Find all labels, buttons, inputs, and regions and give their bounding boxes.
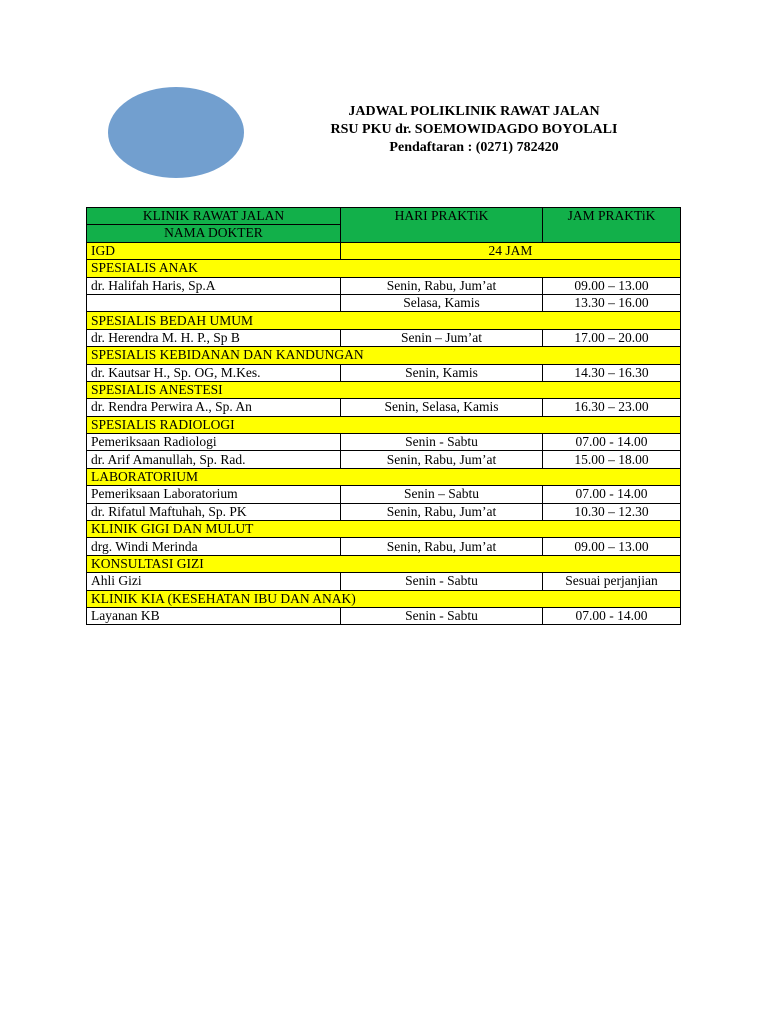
practice-hours: 07.00 - 14.00 <box>543 434 681 451</box>
category-row <box>87 347 681 364</box>
category-label: KONSULTASI GIZI <box>87 555 681 572</box>
category-row <box>87 468 681 485</box>
doctor-name: dr. Rendra Perwira A., Sp. An <box>87 399 341 416</box>
practice-days: Senin, Kamis <box>341 364 543 381</box>
column-header-hours: JAM PRAKTiK <box>543 208 681 243</box>
practice-days: Senin - Sabtu <box>341 607 543 624</box>
doctor-name: dr. Kautsar H., Sp. OG, M.Kes. <box>87 364 341 381</box>
category-label: SPESIALIS KEBIDANAN DAN KANDUNGAN <box>87 347 681 364</box>
category-label: SPESIALIS RADIOLOGI <box>87 416 681 433</box>
practice-days: Selasa, Kamis <box>341 294 543 311</box>
schedule-body <box>87 242 681 625</box>
column-header-doctor: NAMA DOKTER <box>87 225 341 242</box>
practice-hours: 15.00 – 18.00 <box>543 451 681 468</box>
table-row <box>87 607 681 624</box>
practice-hours: 13.30 – 16.00 <box>543 294 681 311</box>
category-label: SPESIALIS BEDAH UMUM <box>87 312 681 329</box>
table-row <box>87 294 681 311</box>
practice-days: Senin – Jum’at <box>341 329 543 346</box>
category-label: KLINIK KIA (KESEHATAN IBU DAN ANAK) <box>87 590 681 607</box>
practice-hours: 07.00 - 14.00 <box>543 486 681 503</box>
practice-hours: 07.00 - 14.00 <box>543 607 681 624</box>
category-label: SPESIALIS ANAK <box>87 260 681 277</box>
table-row <box>87 486 681 503</box>
hospital-name: RSU PKU dr. SOEMOWIDAGDO BOYOLALI <box>330 122 618 137</box>
category-row <box>87 590 681 607</box>
schedule-table <box>86 207 681 625</box>
document-header <box>296 103 652 157</box>
practice-hours: 09.00 – 13.00 <box>543 277 681 294</box>
doctor-name: dr. Arif Amanullah, Sp. Rad. <box>87 451 341 468</box>
practice-hours: 09.00 – 13.00 <box>543 538 681 555</box>
category-label: SPESIALIS ANESTESI <box>87 381 681 398</box>
table-row <box>87 329 681 346</box>
table-row <box>87 277 681 294</box>
category-row <box>87 381 681 398</box>
table-row <box>87 573 681 590</box>
category-row <box>87 312 681 329</box>
practice-days: Senin – Sabtu <box>341 486 543 503</box>
category-label: LABORATORIUM <box>87 468 681 485</box>
category-row <box>87 521 681 538</box>
registration-phone: Pendaftaran : (0271) 782420 <box>389 140 559 155</box>
category-row <box>87 260 681 277</box>
doctor-name: Pemeriksaan Radiologi <box>87 434 341 451</box>
practice-days: Senin, Rabu, Jum’at <box>341 451 543 468</box>
practice-days: Senin - Sabtu <box>341 573 543 590</box>
table-row <box>87 434 681 451</box>
igd-label: IGD <box>87 242 341 259</box>
igd-row <box>87 242 681 259</box>
category-row <box>87 416 681 433</box>
doctor-name: dr. Rifatul Maftuhah, Sp. PK <box>87 503 341 520</box>
practice-days: Senin, Selasa, Kamis <box>341 399 543 416</box>
doctor-name: Layanan KB <box>87 607 341 624</box>
table-row <box>87 451 681 468</box>
column-header-days: HARI PRAKTiK <box>341 208 543 243</box>
doctor-name: Ahli Gizi <box>87 573 341 590</box>
column-header-clinic: KLINIK RAWAT JALAN <box>87 208 341 225</box>
doctor-name: dr. Halifah Haris, Sp.A <box>87 277 341 294</box>
practice-hours: 16.30 – 23.00 <box>543 399 681 416</box>
schedule-title: JADWAL POLIKLINIK RAWAT JALAN <box>348 104 600 119</box>
table-row <box>87 399 681 416</box>
table-row <box>87 364 681 381</box>
practice-days: Senin, Rabu, Jum’at <box>341 538 543 555</box>
doctor-name: dr. Herendra M. H. P., Sp B <box>87 329 341 346</box>
category-label: KLINIK GIGI DAN MULUT <box>87 521 681 538</box>
igd-hours: 24 JAM <box>341 242 681 259</box>
table-header-row <box>87 208 681 225</box>
doctor-name: drg. Windi Merinda <box>87 538 341 555</box>
practice-days: Senin, Rabu, Jum’at <box>341 503 543 520</box>
practice-hours: 10.30 – 12.30 <box>543 503 681 520</box>
doctor-name: Pemeriksaan Laboratorium <box>87 486 341 503</box>
practice-hours: 14.30 – 16.30 <box>543 364 681 381</box>
practice-hours: 17.00 – 20.00 <box>543 329 681 346</box>
practice-hours: Sesuai perjanjian <box>543 573 681 590</box>
table-row <box>87 538 681 555</box>
practice-days: Senin, Rabu, Jum’at <box>341 277 543 294</box>
practice-days: Senin - Sabtu <box>341 434 543 451</box>
doctor-name <box>87 294 341 311</box>
table-row <box>87 503 681 520</box>
hospital-logo <box>108 87 244 178</box>
category-row <box>87 555 681 572</box>
